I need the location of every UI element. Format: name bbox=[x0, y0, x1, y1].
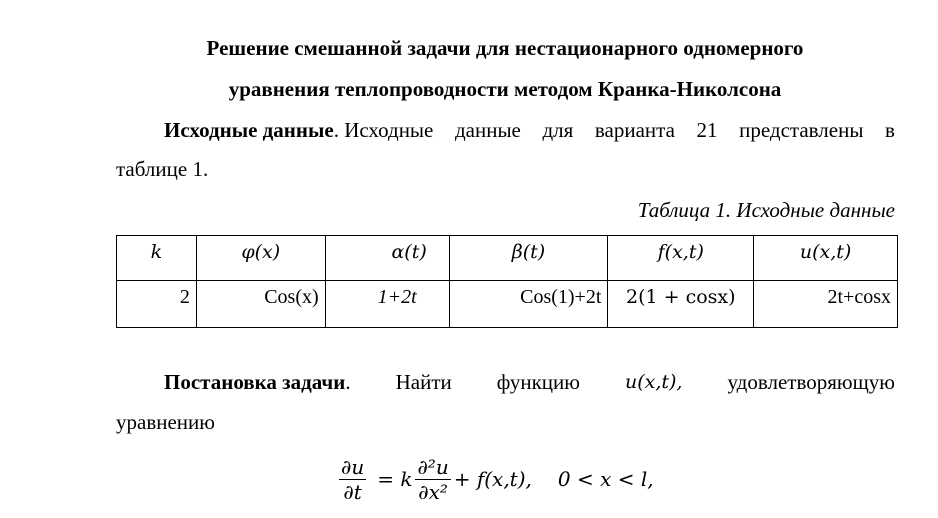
problem-word: Найти bbox=[395, 370, 452, 394]
initial-data-word: . Исходные bbox=[333, 118, 434, 142]
source-term: + f(x,t), bbox=[453, 467, 532, 491]
initial-data-table bbox=[116, 235, 898, 328]
fraction-denominator: ∂x² bbox=[418, 479, 448, 504]
time-derivative-fraction bbox=[339, 455, 366, 504]
table-cell: Cos(x) bbox=[196, 281, 325, 328]
table-header-cell: β(t) bbox=[449, 236, 608, 281]
second-derivative-fraction bbox=[415, 455, 450, 504]
problem-statement-line-1 bbox=[164, 370, 895, 394]
fraction-denominator: ∂t bbox=[343, 479, 362, 504]
problem-function-symbol: u(x,t), bbox=[624, 371, 683, 393]
table-header-cell: k bbox=[117, 236, 197, 281]
problem-word: удовлетворяющую bbox=[727, 370, 895, 394]
problem-statement-line-2: уравнению bbox=[116, 410, 215, 434]
table-header-row bbox=[117, 236, 898, 281]
initial-data-word: 21 bbox=[696, 118, 718, 142]
problem-word: функцию bbox=[496, 370, 580, 394]
fraction-numerator: ∂u bbox=[341, 454, 365, 479]
table-cell: 1+2t bbox=[325, 281, 449, 328]
fraction-numerator: ∂²u bbox=[417, 454, 449, 479]
initial-data-paragraph-line-2: таблице 1. bbox=[116, 157, 209, 181]
initial-data-paragraph-line-1 bbox=[164, 118, 895, 142]
table-header-cell: α(t) bbox=[325, 236, 449, 281]
table-header-cell: f(x,t) bbox=[608, 236, 754, 281]
document-title-line-1: Решение смешанной задачи для нестационарного одномерного bbox=[206, 36, 804, 60]
initial-data-word: для bbox=[542, 118, 574, 142]
initial-data-word: представлены bbox=[739, 118, 864, 142]
table-cell: Cos(1)+2t bbox=[449, 281, 608, 328]
initial-data-word: в bbox=[885, 118, 895, 142]
problem-heading: Постановка задачи bbox=[164, 370, 346, 394]
table-cell: 2(1 + cosx) bbox=[608, 281, 754, 328]
table-row bbox=[117, 281, 898, 328]
heat-equation bbox=[336, 448, 654, 510]
table-cell: 2 bbox=[117, 281, 197, 328]
initial-data-word: данные bbox=[454, 118, 521, 142]
document-title-line-2: уравнения теплопроводности методом Кранка-Николсона bbox=[228, 77, 782, 101]
problem-sentence-start bbox=[164, 370, 351, 394]
initial-data-word: варианта bbox=[594, 118, 675, 142]
initial-data-sentence-start bbox=[164, 118, 433, 142]
domain-condition: 0 < x < l, bbox=[557, 467, 654, 491]
table-caption: Таблица 1. Исходные данные bbox=[637, 198, 895, 222]
table-header-cell: φ(x) bbox=[196, 236, 325, 281]
initial-data-heading: Исходные данные bbox=[164, 118, 334, 142]
equals-k: = k bbox=[377, 467, 413, 491]
problem-period: . bbox=[345, 370, 351, 394]
table-cell: 2t+cosx bbox=[754, 281, 898, 328]
table-header-cell: u(x,t) bbox=[754, 236, 898, 281]
